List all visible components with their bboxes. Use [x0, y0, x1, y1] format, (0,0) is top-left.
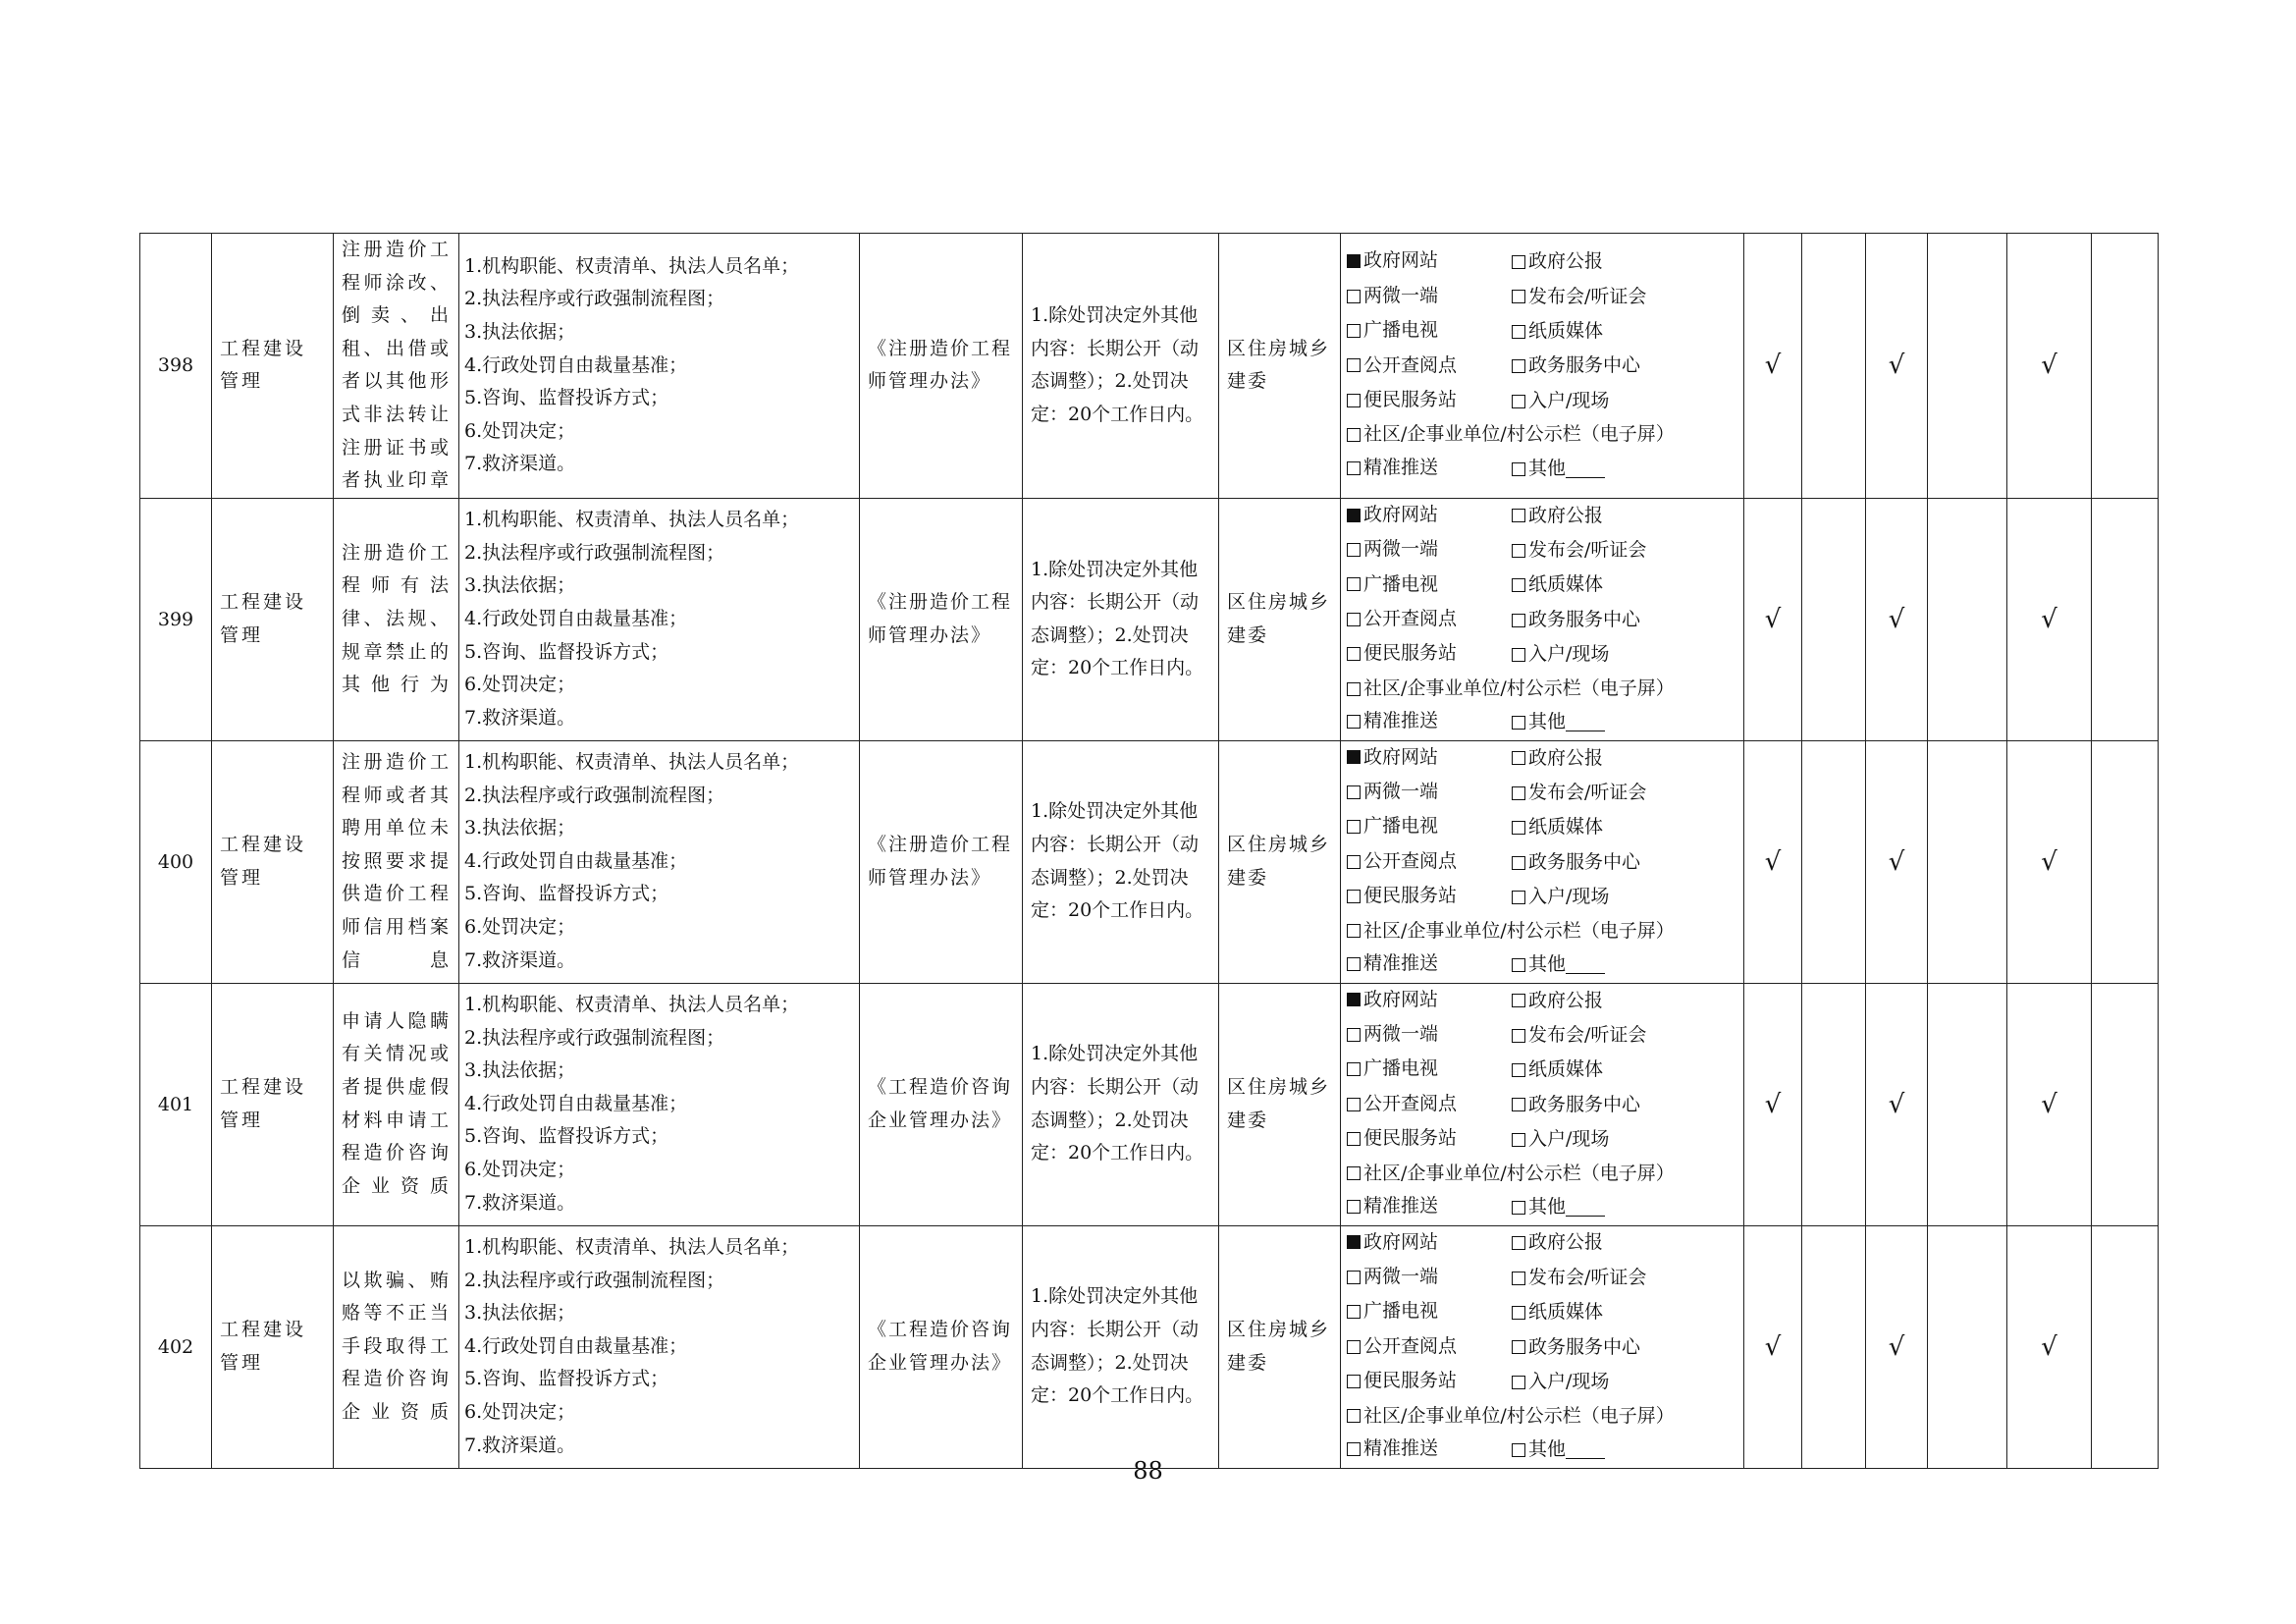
- checkbox-icon: [1512, 325, 1525, 339]
- content-line: 5.咨询、监督投诉方式；: [464, 883, 669, 905]
- empty-cell: [1928, 740, 2007, 983]
- channel-other: 其他: [1512, 1433, 1605, 1467]
- period-cell: 1.除处罚决定外其他内容：长期公开（动态调整）；2.处罚决定：20个工作日内。: [1023, 983, 1219, 1225]
- item-cell: 注册造价工程师有法律、法规、规章禁止的其他行为: [334, 498, 459, 740]
- table-row: [140, 983, 2159, 1225]
- channel-gazette: 政府公报: [1512, 499, 1603, 533]
- channel-bulletin: 社区/企事业单位/村公示栏（电子屏）: [1347, 418, 1675, 452]
- channel-press: 发布会/听证会: [1512, 1018, 1646, 1053]
- channel-press: 发布会/听证会: [1512, 280, 1646, 314]
- content-cell: [459, 498, 860, 740]
- checkbox-icon: [1347, 785, 1361, 799]
- content-line: 4.行政处罚自由裁量基准；: [464, 607, 688, 629]
- checkbox-icon: [1512, 290, 1525, 303]
- blank-line: [1566, 1198, 1605, 1217]
- content-line: 4.行政处罚自由裁量基准；: [464, 353, 688, 376]
- content-line: 7.救济渠道。: [464, 453, 576, 475]
- basis-cell: 《注册造价工程师管理办法》: [860, 498, 1023, 740]
- channel-press: 发布会/听证会: [1512, 776, 1646, 810]
- empty-cell: [1802, 234, 1866, 499]
- content-line: 6.处罚决定；: [464, 1400, 576, 1423]
- empty-cell: [1802, 1225, 1866, 1468]
- checkbox-icon: [1512, 1236, 1525, 1250]
- channel-gazette: 政府公报: [1512, 984, 1603, 1018]
- checkbox-icon: [1512, 1376, 1525, 1389]
- content-line: 3.执法依据；: [464, 1302, 576, 1325]
- checkbox-icon: [1512, 462, 1525, 476]
- row-number: 402: [140, 1225, 212, 1468]
- checkbox-icon: [1512, 856, 1525, 870]
- channel-other: 其他: [1512, 705, 1605, 739]
- channel-gov_site: 政府网站: [1347, 1226, 1438, 1260]
- content-line: 1.机构职能、权责清单、执法人员名单；: [464, 254, 800, 277]
- channel-bulletin: 社区/企事业单位/村公示栏（电子屏）: [1347, 915, 1675, 948]
- item-cell: 以欺骗、贿赂等不正当手段取得工程造价咨询企业资质: [334, 1225, 459, 1468]
- channel-service_station: 便民服务站: [1347, 1365, 1457, 1398]
- check-mark-icon: √: [1744, 498, 1802, 740]
- blank-line: [1566, 713, 1605, 731]
- channel-two_weibo: 两微一端: [1347, 1018, 1438, 1052]
- checkbox-icon: [1347, 290, 1361, 303]
- checkbox-icon: [1512, 1029, 1525, 1043]
- content-line: 2.执法程序或行政强制流程图；: [464, 1026, 725, 1049]
- channel-push: 精准推送: [1347, 452, 1438, 485]
- channel-push: 精准推送: [1347, 947, 1438, 981]
- channel-service_center: 政务服务中心: [1512, 845, 1640, 880]
- check-mark-icon: √: [1866, 983, 1928, 1225]
- checked-box-icon: [1347, 509, 1361, 522]
- checkbox-icon: [1347, 957, 1361, 971]
- period-cell: 1.除处罚决定外其他内容：长期公开（动态调整）；2.处罚决定：20个工作日内。: [1023, 740, 1219, 983]
- content-line: 6.处罚决定；: [464, 916, 576, 939]
- empty-cell: [2092, 234, 2159, 499]
- channels-cell: [1341, 234, 1744, 499]
- channel-other: 其他: [1512, 947, 1605, 982]
- empty-cell: [1928, 1225, 2007, 1468]
- category-cell: 工程建设管理: [212, 1225, 334, 1468]
- channels-cell: [1341, 1225, 1744, 1468]
- content-line: 7.救济渠道。: [464, 1191, 576, 1214]
- check-mark-icon: √: [2007, 740, 2092, 983]
- check-mark-icon: √: [1744, 983, 1802, 1225]
- check-mark-icon: √: [1866, 498, 1928, 740]
- channel-other: 其他: [1512, 1190, 1605, 1224]
- channel-push: 精准推送: [1347, 1190, 1438, 1223]
- checkbox-icon: [1347, 1098, 1361, 1111]
- content-line: 6.处罚决定；: [464, 674, 576, 696]
- checkbox-icon: [1347, 358, 1361, 372]
- content-cell: [459, 1225, 860, 1468]
- checkbox-icon: [1512, 648, 1525, 662]
- channel-gov_site: 政府网站: [1347, 499, 1438, 532]
- channel-gazette: 政府公报: [1512, 1226, 1603, 1261]
- channel-bulletin: 社区/企事业单位/村公示栏（电子屏）: [1347, 1158, 1675, 1191]
- checkbox-icon: [1512, 1063, 1525, 1077]
- channel-push: 精准推送: [1347, 1433, 1438, 1466]
- dept-cell: 区住房城乡建委: [1219, 983, 1341, 1225]
- channels-cell: [1341, 740, 1744, 983]
- content-line: 1.机构职能、权责清单、执法人员名单；: [464, 1235, 800, 1258]
- checkbox-icon: [1512, 786, 1525, 800]
- channel-door: 入户/现场: [1512, 1122, 1609, 1157]
- channel-paper: 纸质媒体: [1512, 314, 1603, 349]
- channel-service_center: 政务服务中心: [1512, 603, 1640, 637]
- content-line: 5.咨询、监督投诉方式；: [464, 1125, 669, 1148]
- content-cell: [459, 983, 860, 1225]
- item-cell: 注册造价工程师或者其聘用单位未按照要求提供造价工程师信用档案信息: [334, 740, 459, 983]
- channel-service_station: 便民服务站: [1347, 384, 1457, 417]
- empty-cell: [1802, 498, 1866, 740]
- checkbox-icon: [1347, 1166, 1361, 1180]
- channel-other: 其他: [1512, 452, 1605, 486]
- checkbox-icon: [1347, 1062, 1361, 1076]
- checkbox-icon: [1512, 255, 1525, 269]
- checkbox-icon: [1347, 394, 1361, 407]
- channel-two_weibo: 两微一端: [1347, 776, 1438, 809]
- table-row: [140, 1225, 2159, 1468]
- period-cell: 1.除处罚决定外其他内容：长期公开（动态调整）；2.处罚决定：20个工作日内。: [1023, 234, 1219, 499]
- channel-tv: 广播电视: [1347, 810, 1438, 843]
- content-line: 1.机构职能、权责清单、执法人员名单；: [464, 751, 800, 774]
- channel-door: 入户/现场: [1512, 1365, 1609, 1399]
- dept-cell: 区住房城乡建委: [1219, 740, 1341, 983]
- checkbox-icon: [1512, 1306, 1525, 1320]
- category-cell: 工程建设管理: [212, 234, 334, 499]
- dept-cell: 区住房城乡建委: [1219, 1225, 1341, 1468]
- channel-press: 发布会/听证会: [1512, 1261, 1646, 1295]
- table-row: [140, 740, 2159, 983]
- checkbox-icon: [1347, 820, 1361, 834]
- checkbox-icon: [1512, 751, 1525, 765]
- check-mark-icon: √: [1744, 234, 1802, 499]
- checkbox-icon: [1512, 544, 1525, 558]
- checkbox-icon: [1347, 715, 1361, 729]
- checkbox-icon: [1512, 614, 1525, 627]
- empty-cell: [1802, 983, 1866, 1225]
- channel-gazette: 政府公报: [1512, 244, 1603, 279]
- checkbox-icon: [1512, 1098, 1525, 1111]
- content-line: 1.机构职能、权责清单、执法人员名单；: [464, 509, 800, 531]
- table-row: [140, 498, 2159, 740]
- channel-reading_room: 公开查阅点: [1347, 845, 1457, 879]
- checkbox-icon: [1512, 1340, 1525, 1354]
- empty-cell: [2092, 498, 2159, 740]
- checkbox-icon: [1512, 578, 1525, 592]
- basis-cell: 《注册造价工程师管理办法》: [860, 234, 1023, 499]
- content-cell: [459, 234, 860, 499]
- check-mark-icon: √: [2007, 498, 2092, 740]
- category-cell: 工程建设管理: [212, 983, 334, 1225]
- table-row: [140, 234, 2159, 499]
- content-line: 2.执法程序或行政强制流程图；: [464, 784, 725, 806]
- checkbox-icon: [1347, 543, 1361, 557]
- channel-paper: 纸质媒体: [1512, 568, 1603, 603]
- content-line: 2.执法程序或行政强制流程图；: [464, 288, 725, 310]
- checkbox-icon: [1512, 1201, 1525, 1215]
- basis-cell: 《注册造价工程师管理办法》: [860, 740, 1023, 983]
- channel-service_station: 便民服务站: [1347, 1122, 1457, 1156]
- content-line: 3.执法依据；: [464, 817, 576, 839]
- checked-box-icon: [1347, 1235, 1361, 1249]
- content-line: 5.咨询、监督投诉方式；: [464, 1368, 669, 1390]
- checkbox-icon: [1347, 1442, 1361, 1456]
- empty-cell: [1802, 740, 1866, 983]
- empty-cell: [1928, 983, 2007, 1225]
- channel-two_weibo: 两微一端: [1347, 533, 1438, 567]
- channel-push: 精准推送: [1347, 705, 1438, 738]
- checkbox-icon: [1347, 924, 1361, 938]
- checkbox-icon: [1512, 821, 1525, 835]
- check-mark-icon: √: [2007, 983, 2092, 1225]
- row-number: 401: [140, 983, 212, 1225]
- checkbox-icon: [1347, 855, 1361, 869]
- channel-service_station: 便民服务站: [1347, 637, 1457, 671]
- channel-tv: 广播电视: [1347, 314, 1438, 348]
- content-line: 7.救济渠道。: [464, 1434, 576, 1456]
- checkbox-icon: [1512, 1272, 1525, 1285]
- checkbox-icon: [1347, 1028, 1361, 1042]
- check-mark-icon: √: [1744, 740, 1802, 983]
- channel-reading_room: 公开查阅点: [1347, 1088, 1457, 1121]
- period-cell: 1.除处罚决定外其他内容：长期公开（动态调整）；2.处罚决定：20个工作日内。: [1023, 498, 1219, 740]
- checkbox-icon: [1347, 461, 1361, 475]
- content-line: 7.救济渠道。: [464, 706, 576, 729]
- checkbox-icon: [1347, 1200, 1361, 1214]
- row-number: 399: [140, 498, 212, 740]
- checkbox-icon: [1512, 958, 1525, 972]
- checkbox-icon: [1347, 1375, 1361, 1388]
- checkbox-icon: [1347, 428, 1361, 442]
- channels-cell: [1341, 983, 1744, 1225]
- content-cell: [459, 740, 860, 983]
- category-cell: 工程建设管理: [212, 498, 334, 740]
- content-line: 5.咨询、监督投诉方式；: [464, 387, 669, 409]
- checked-box-icon: [1347, 254, 1361, 268]
- channel-two_weibo: 两微一端: [1347, 280, 1438, 313]
- checkbox-icon: [1512, 716, 1525, 730]
- channel-door: 入户/现场: [1512, 637, 1609, 672]
- checkbox-icon: [1512, 891, 1525, 904]
- basis-cell: 《工程造价咨询企业管理办法》: [860, 1225, 1023, 1468]
- channels-cell: [1341, 498, 1744, 740]
- check-mark-icon: √: [1866, 234, 1928, 499]
- blank-line: [1566, 955, 1605, 974]
- channel-gov_site: 政府网站: [1347, 984, 1438, 1017]
- check-mark-icon: √: [2007, 1225, 2092, 1468]
- empty-cell: [1928, 498, 2007, 740]
- page-number: 88: [1133, 1457, 1163, 1485]
- content-line: 4.行政处罚自由裁量基准；: [464, 1092, 688, 1114]
- empty-cell: [1928, 234, 2007, 499]
- checkbox-icon: [1347, 647, 1361, 661]
- channel-paper: 纸质媒体: [1512, 1053, 1603, 1087]
- checkbox-icon: [1512, 994, 1525, 1007]
- checkbox-icon: [1512, 1443, 1525, 1457]
- item-cell: 注册造价工程师涂改、倒卖、出租、出借或者以其他形式非法转让注册证书或者执业印章: [334, 234, 459, 499]
- checkbox-icon: [1512, 1133, 1525, 1147]
- item-cell: 申请人隐瞒有关情况或者提供虚假材料申请工程造价咨询企业资质: [334, 983, 459, 1225]
- channel-service_station: 便民服务站: [1347, 880, 1457, 913]
- channel-service_center: 政务服务中心: [1512, 1330, 1640, 1365]
- channel-reading_room: 公开查阅点: [1347, 603, 1457, 636]
- content-line: 5.咨询、监督投诉方式；: [464, 640, 669, 663]
- category-cell: 工程建设管理: [212, 740, 334, 983]
- channel-gov_site: 政府网站: [1347, 244, 1438, 278]
- check-mark-icon: √: [1866, 1225, 1928, 1468]
- checkbox-icon: [1512, 395, 1525, 408]
- channel-service_center: 政务服务中心: [1512, 350, 1640, 384]
- channel-gazette: 政府公报: [1512, 741, 1603, 776]
- checkbox-icon: [1347, 1409, 1361, 1423]
- content-line: 4.行政处罚自由裁量基准；: [464, 1334, 688, 1357]
- row-number: 398: [140, 234, 212, 499]
- channel-paper: 纸质媒体: [1512, 810, 1603, 844]
- content-line: 3.执法依据；: [464, 574, 576, 597]
- period-cell: 1.除处罚决定外其他内容：长期公开（动态调整）；2.处罚决定：20个工作日内。: [1023, 1225, 1219, 1468]
- channel-service_center: 政务服务中心: [1512, 1088, 1640, 1122]
- checkbox-icon: [1347, 1340, 1361, 1354]
- channel-two_weibo: 两微一端: [1347, 1261, 1438, 1294]
- channel-reading_room: 公开查阅点: [1347, 350, 1457, 383]
- channel-paper: 纸质媒体: [1512, 1295, 1603, 1329]
- checkbox-icon: [1347, 1271, 1361, 1284]
- checkbox-icon: [1347, 577, 1361, 591]
- checkbox-icon: [1347, 324, 1361, 338]
- content-line: 2.执法程序或行政强制流程图；: [464, 1269, 725, 1291]
- content-line: 1.机构职能、权责清单、执法人员名单；: [464, 994, 800, 1016]
- checked-box-icon: [1347, 993, 1361, 1006]
- content-line: 3.执法依据；: [464, 320, 576, 343]
- content-line: 2.执法程序或行政强制流程图；: [464, 541, 725, 564]
- checkbox-icon: [1347, 1132, 1361, 1146]
- checked-box-icon: [1347, 750, 1361, 764]
- row-number: 400: [140, 740, 212, 983]
- checkbox-icon: [1347, 890, 1361, 903]
- content-line: 6.处罚决定；: [464, 1158, 576, 1180]
- check-mark-icon: √: [1744, 1225, 1802, 1468]
- empty-cell: [2092, 740, 2159, 983]
- channel-tv: 广播电视: [1347, 1053, 1438, 1086]
- content-line: 4.行政处罚自由裁量基准；: [464, 849, 688, 872]
- content-line: 3.执法依据；: [464, 1059, 576, 1082]
- dept-cell: 区住房城乡建委: [1219, 234, 1341, 499]
- channel-tv: 广播电视: [1347, 1295, 1438, 1328]
- channel-tv: 广播电视: [1347, 568, 1438, 602]
- content-line: 6.处罚决定；: [464, 419, 576, 442]
- channel-door: 入户/现场: [1512, 880, 1609, 914]
- checkbox-icon: [1512, 359, 1525, 373]
- basis-cell: 《工程造价咨询企业管理办法》: [860, 983, 1023, 1225]
- channel-door: 入户/现场: [1512, 384, 1609, 418]
- checkbox-icon: [1347, 1305, 1361, 1319]
- channel-bulletin: 社区/企事业单位/村公示栏（电子屏）: [1347, 673, 1675, 706]
- channel-reading_room: 公开查阅点: [1347, 1330, 1457, 1364]
- blank-line: [1566, 460, 1605, 478]
- check-mark-icon: √: [2007, 234, 2092, 499]
- channel-gov_site: 政府网站: [1347, 741, 1438, 775]
- checkbox-icon: [1512, 509, 1525, 522]
- checkbox-icon: [1347, 682, 1361, 696]
- channel-press: 发布会/听证会: [1512, 533, 1646, 568]
- content-line: 7.救济渠道。: [464, 948, 576, 971]
- empty-cell: [2092, 1225, 2159, 1468]
- checkbox-icon: [1347, 613, 1361, 626]
- check-mark-icon: √: [1866, 740, 1928, 983]
- channel-bulletin: 社区/企事业单位/村公示栏（电子屏）: [1347, 1400, 1675, 1434]
- disclosure-table: [139, 233, 2159, 1469]
- empty-cell: [2092, 983, 2159, 1225]
- dept-cell: 区住房城乡建委: [1219, 498, 1341, 740]
